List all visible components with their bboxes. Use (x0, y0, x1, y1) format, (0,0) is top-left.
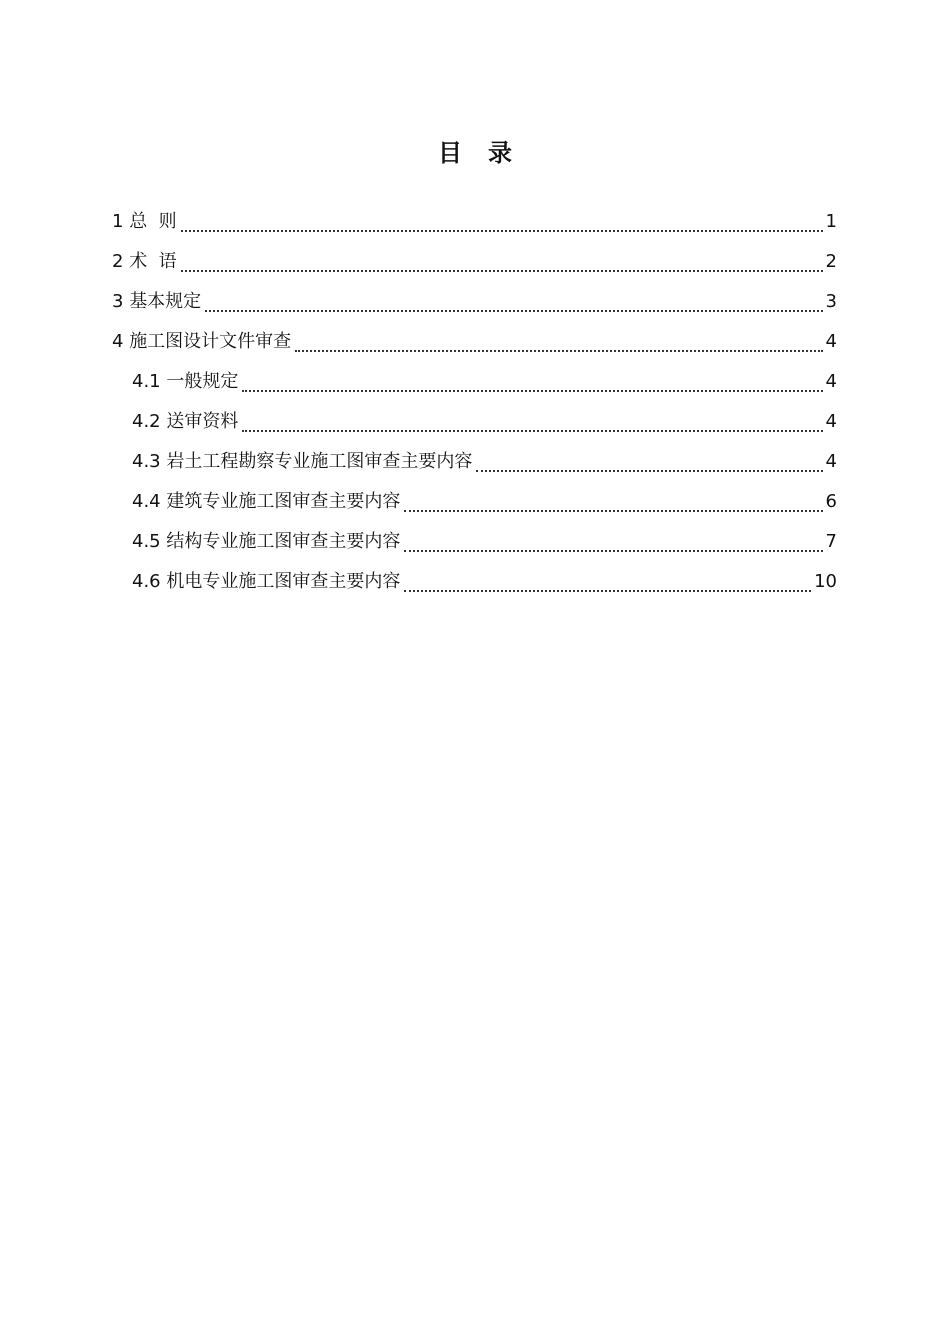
title-char-2: 录 (488, 139, 512, 167)
toc-entry-number: 2 (112, 251, 124, 272)
toc-entry-number: 4 (112, 331, 124, 352)
toc-entry-label: 总 则 (129, 211, 177, 232)
table-of-contents (112, 202, 837, 602)
toc-entry-label: 送审资料 (166, 411, 239, 432)
toc-entry-number: 4.3 (132, 451, 161, 472)
toc-entry-page: 6 (825, 491, 837, 512)
dot-leader (295, 350, 822, 352)
dot-leader (404, 510, 822, 512)
toc-entry-page: 4 (825, 451, 837, 472)
toc-entry-4-3[interactable] (112, 442, 837, 482)
toc-entry-page: 4 (825, 331, 837, 352)
toc-entry-number: 4.1 (132, 371, 161, 392)
toc-entry-3[interactable] (112, 282, 837, 322)
toc-entry-page: 3 (825, 291, 837, 312)
dot-leader (476, 470, 822, 472)
toc-entry-label: 术 语 (129, 251, 177, 272)
toc-entry-4-1[interactable] (112, 362, 837, 402)
dot-leader (181, 230, 823, 232)
dot-leader (404, 550, 822, 552)
dot-leader (205, 310, 822, 312)
toc-entry-number: 4.4 (132, 491, 161, 512)
toc-entry-label: 施工图设计文件审查 (129, 331, 292, 352)
dot-leader (242, 390, 822, 392)
toc-entry-number: 4.2 (132, 411, 161, 432)
toc-entry-page: 10 (814, 571, 837, 592)
dot-leader (404, 590, 811, 592)
dot-leader (181, 270, 823, 272)
page-title (0, 136, 950, 170)
toc-entry-page: 4 (825, 371, 837, 392)
toc-entry-number: 4.6 (132, 571, 161, 592)
toc-entry-label: 机电专业施工图审查主要内容 (166, 571, 401, 592)
toc-entry-label: 结构专业施工图审查主要内容 (166, 531, 401, 552)
dot-leader (242, 430, 822, 432)
toc-entry-1[interactable] (112, 202, 837, 242)
toc-entry-4[interactable] (112, 322, 837, 362)
toc-entry-4-5[interactable] (112, 522, 837, 562)
toc-entry-number: 1 (112, 211, 124, 232)
toc-entry-4-4[interactable] (112, 482, 837, 522)
toc-entry-label: 建筑专业施工图审查主要内容 (166, 491, 401, 512)
toc-entry-4-6[interactable] (112, 562, 837, 602)
toc-entry-number: 3 (112, 291, 124, 312)
title-char-1: 目 (438, 139, 462, 167)
toc-entry-page: 1 (825, 211, 837, 232)
toc-entry-page: 7 (825, 531, 837, 552)
toc-entry-page: 2 (825, 251, 837, 272)
toc-entry-label: 岩土工程勘察专业施工图审查主要内容 (166, 451, 473, 472)
toc-entry-label: 基本规定 (129, 291, 202, 312)
toc-entry-4-2[interactable] (112, 402, 837, 442)
toc-entry-2[interactable] (112, 242, 837, 282)
toc-entry-page: 4 (825, 411, 837, 432)
toc-entry-number: 4.5 (132, 531, 161, 552)
toc-entry-label: 一般规定 (166, 371, 239, 392)
